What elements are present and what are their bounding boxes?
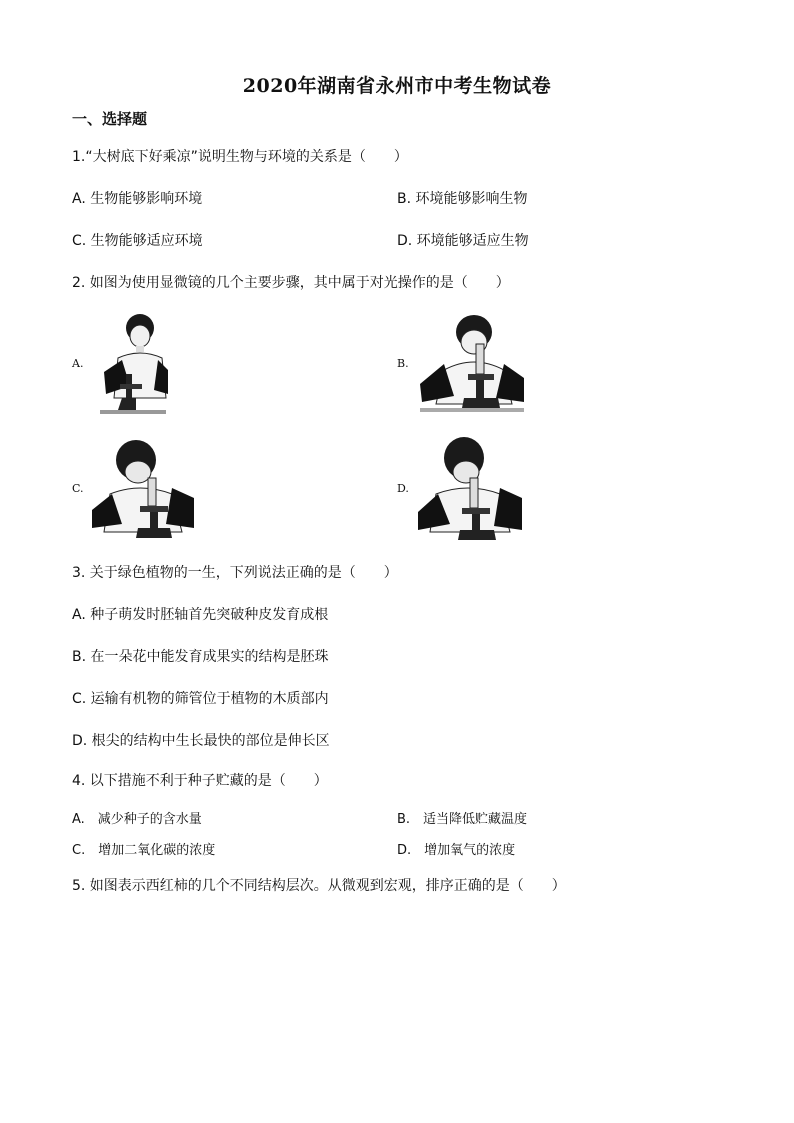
question-1-option-c: C. 生物能够适应环境 (72, 233, 203, 249)
question-1-option-d: D. 环境能够适应生物 (397, 233, 529, 249)
microscope-photo-b (420, 308, 524, 416)
question-2-image-label-d: D. (397, 482, 409, 495)
page-title: 2020年湖南省永州市中考生物试卷 (242, 75, 552, 97)
microscope-photo-c (92, 436, 194, 544)
question-3-option-c: C. 运输有机物的筛管位于植物的木质部内 (72, 691, 329, 707)
question-3-stem: 3. 关于绿色植物的一生，下列说法正确的是（ ） (72, 565, 398, 581)
question-5-stem: 5. 如图表示西红柿的几个不同结构层次。从微观到宏观，排序正确的是（ ） (72, 878, 566, 894)
question-1-stem: 1.“大树底下好乘凉”说明生物与环境的关系是（ ） (72, 149, 408, 165)
question-2-image-label-b: B. (397, 357, 409, 370)
question-3-option-a: A. 种子萌发时胚轴首先突破种皮发育成根 (72, 607, 329, 623)
question-1-option-a: A. 生物能够影响环境 (72, 191, 203, 207)
question-4-option-b: B. 适当降低贮藏温度 (397, 812, 528, 827)
question-2-image-label-a: A. (72, 357, 84, 370)
question-1-option-b: B. 环境能够影响生物 (397, 191, 528, 207)
question-3-option-b: B. 在一朵花中能发育成果实的结构是胚珠 (72, 649, 329, 665)
microscope-photo-a (96, 310, 168, 418)
question-4-stem: 4. 以下措施不利于种子贮藏的是（ ） (72, 773, 328, 789)
question-2-stem: 2. 如图为使用显微镜的几个主要步骤，其中属于对光操作的是（ ） (72, 275, 510, 291)
question-4-option-d: D. 增加氧气的浓度 (397, 843, 516, 858)
question-4-option-a: A. 减少种子的含水量 (72, 812, 202, 827)
microscope-photo-d (418, 434, 522, 544)
question-2-image-label-c: C. (72, 482, 84, 495)
question-4-option-c: C. 增加二氧化碳的浓度 (72, 843, 216, 858)
question-3-option-d: D. 根尖的结构中生长最快的部位是伸长区 (72, 733, 330, 749)
section-heading: 一、选择题 (72, 110, 148, 128)
